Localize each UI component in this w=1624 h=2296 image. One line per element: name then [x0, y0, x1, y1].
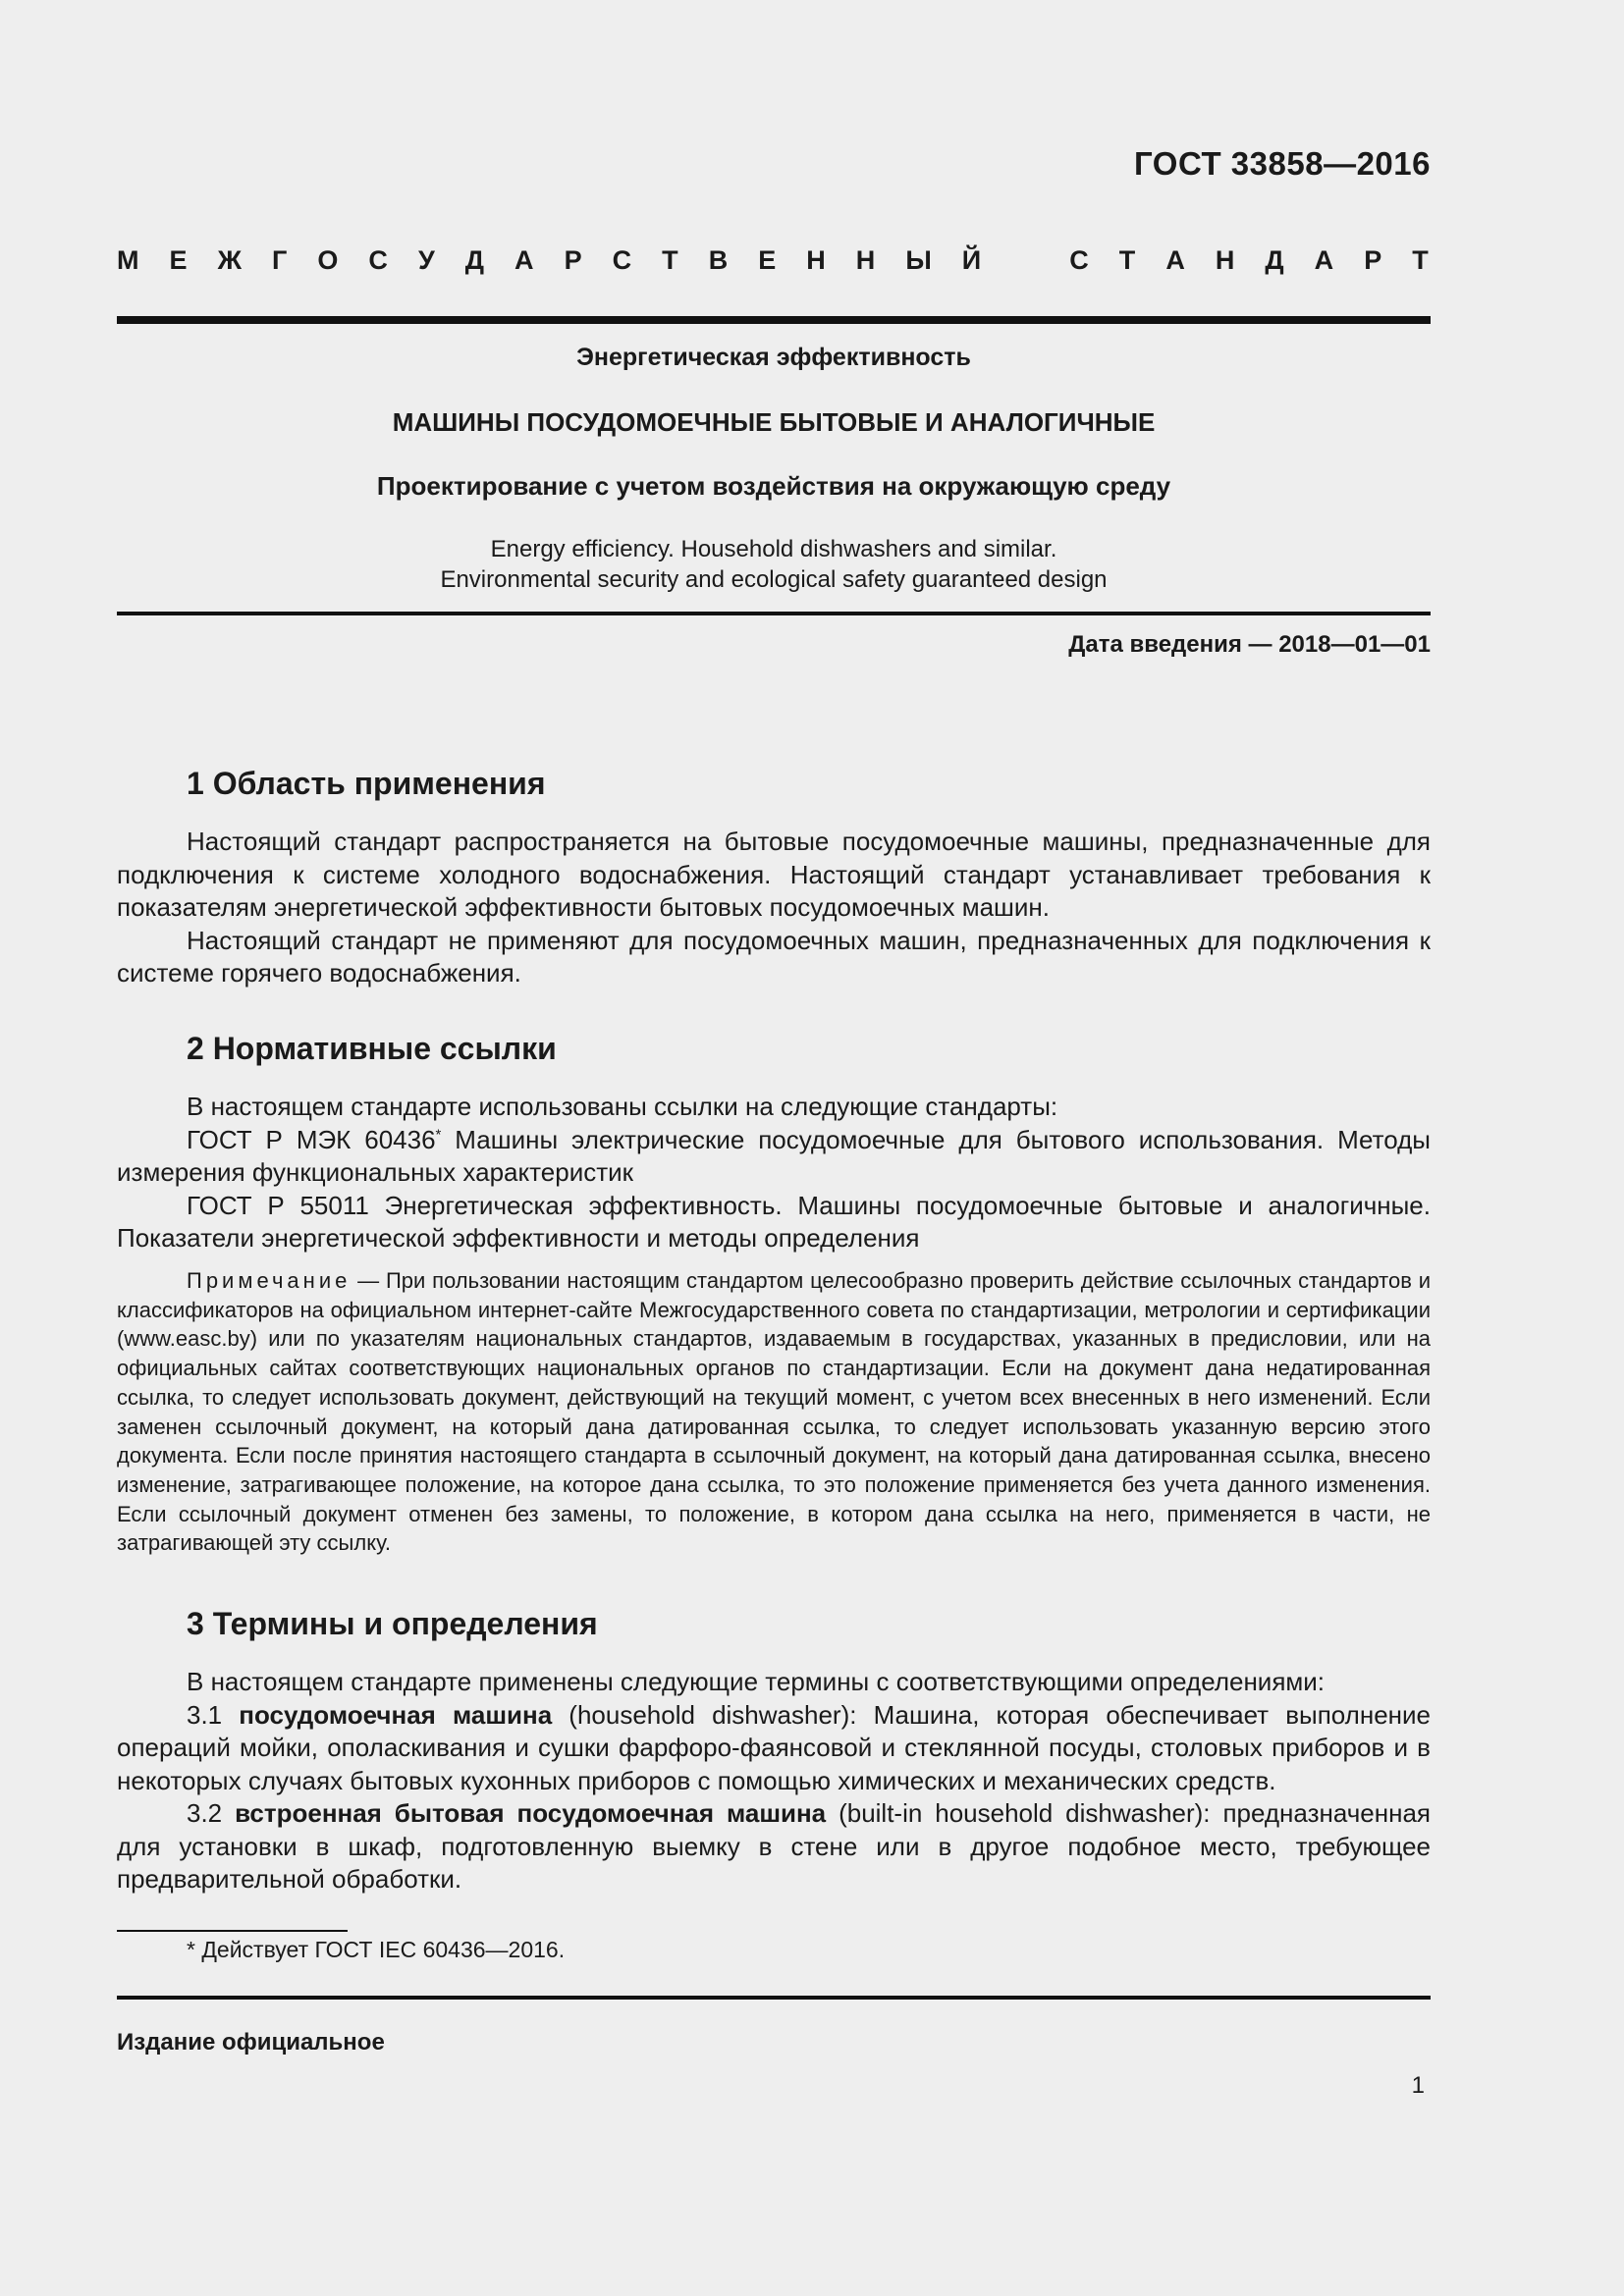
standard-type-letter: Т: [662, 245, 680, 275]
gost-number: ГОСТ 33858—2016: [1134, 145, 1431, 182]
page-number: 1: [1411, 2072, 1425, 2099]
standard-type-letter: Д: [464, 245, 487, 275]
standard-type-letter: А: [1314, 245, 1336, 275]
note-label: Примечание: [187, 1268, 352, 1293]
title-english-line1: Energy efficiency. Household dishwashers and similar.: [490, 536, 1057, 562]
standard-type-letter: О: [317, 245, 341, 275]
section3-body: [117, 1666, 1431, 1896]
standard-type-letter: М: [117, 245, 141, 275]
footnote: * Действует ГОСТ IEC 60436—2016.: [187, 1937, 566, 1962]
title-english: [117, 534, 1431, 595]
reference1-title: Машины электрические посудомоечные для бытового использования. Методы измерения функциональных характеристик: [117, 1124, 1431, 1187]
footnote-divider: [117, 1930, 348, 1932]
standard-type-letter: Р: [1364, 245, 1384, 275]
standard-type-letter: Е: [169, 245, 189, 275]
standard-type-letter: Е: [758, 245, 779, 275]
section1-body: [117, 826, 1431, 990]
title-line-sub: Проектирование с учетом воздействия на окружающую среду: [376, 471, 1171, 501]
official-edition-label: Издание официальное: [117, 2029, 385, 2056]
term1-name: посудомоечная машина: [239, 1699, 553, 1730]
reference-item-1: [117, 1124, 1431, 1190]
section1-paragraph1: Настоящий стандарт распространяется на бытовые посудомоечные машины, предназначенные для подключения к системе холодного водоснабжения. Настоящий стандарт устанавливает требования к показателям энергетической эффективности бытовых посудомоечных машин.: [117, 827, 1431, 922]
section2-heading: 2 Нормативные ссылки: [187, 1031, 557, 1066]
header-rule-bottom: [117, 612, 1431, 615]
standard-type-letter: В: [708, 245, 731, 275]
title-line-main: МАШИНЫ ПОСУДОМОЕЧНЫЕ БЫТОВЫЕ И АНАЛОГИЧНЫЕ: [392, 407, 1156, 437]
standard-type-letter: С: [368, 245, 390, 275]
title-line-energy: Энергетическая эффективность: [576, 344, 971, 371]
standard-type-letter: А: [514, 245, 536, 275]
date-of-introduction: Дата введения — 2018—01—01: [1068, 631, 1431, 658]
note-text: — При пользовании настоящим стандартом целесообразно проверить действие ссылочных стандартов и классификаторов на официальном интернет-сайте Межгосударственного совета по стандартизации, метрологии и сертификации (www.easc.by) или по указателям национальных стандартов, издаваемым в государствах, указанных в предисловии, или на официальных сайтах соответствующих национальных органов по стандартизации. Если на документ дана недатированная ссылка, то следует использовать документ, действующий на текущий момент, с учетом всех внесенных в него изменений. Если заменен ссылочный документ, на который дана датированная ссылка, то следует использовать указанную версию этого документа. Если после принятия настоящего стандарта в ссылочный документ, на который дана датированная ссылка, внесено изменение, затрагивающее положение, на которое дана ссылка, то это положение применяется без учета данного изменения. Если ссылочный документ отменен без замены, то положение, в котором дана ссылка на него, применяется в части, не затрагивающей эту ссылку.: [117, 1268, 1431, 1556]
term2-number: 3.2: [187, 1798, 236, 1828]
section1-heading: 1 Область применения: [187, 766, 546, 801]
term1-definition: (household dishwasher): Машина, которая обеспечивает выполнение операций мойки, ополаскивания и сушки фарфоро-фаянсовой и стеклянной посуды, столовых приборов и в некоторых случаях бытовых кухонных приборов с помощью химических и механических средств.: [117, 1699, 1431, 1795]
reference1-code: ГОСТ Р МЭК 60436: [187, 1124, 436, 1154]
term2-definition: (built-in household dishwasher): предназначенная для установки в шкаф, подготовленную выемку в стене или в другое подобное место, требующее предварительной обработки.: [117, 1798, 1432, 1894]
standard-type-letter: Н: [1215, 245, 1237, 275]
standard-type-letter: Г: [272, 245, 290, 275]
standard-type-letter: Й: [961, 245, 984, 275]
reference-item-2: ГОСТ Р 55011 Энергетическая эффективность. Машины посудомоечные бытовые и аналогичные. Показатели энергетической эффективности и методы определения: [117, 1190, 1431, 1253]
section3-paragraph1: В настоящем стандарте применены следующие термины с соответствующими определениями:: [187, 1667, 1326, 1696]
note-block: [117, 1266, 1431, 1558]
term1-number: 3.1: [187, 1699, 240, 1730]
header-rule-top: [117, 316, 1431, 324]
standard-type-letter: Т: [1412, 245, 1431, 275]
footer-rule: [117, 1996, 1431, 2000]
section3-heading: 3 Термины и определения: [187, 1606, 598, 1641]
standard-type-letter: Р: [564, 245, 584, 275]
title-english-line2: Environmental security and ecological safety guaranteed design: [440, 566, 1108, 593]
word-gap: [1011, 245, 1041, 276]
term-3-2: [117, 1797, 1431, 1896]
standard-type-letter: Т: [1118, 245, 1138, 275]
standard-type-letter: Н: [855, 245, 878, 275]
standard-type-letter: Д: [1265, 245, 1286, 275]
footnote-marker: *: [435, 1125, 442, 1143]
standard-type-letter: Ы: [905, 245, 934, 275]
standard-type-letter: С: [612, 245, 634, 275]
standard-type-letter: Ж: [217, 245, 244, 275]
section2-body: [117, 1091, 1431, 1255]
standard-type-letter: У: [417, 245, 437, 275]
section1-paragraph2: Настоящий стандарт не применяют для посудомоечных машин, предназначенных для подключения к системе горячего водоснабжения.: [117, 925, 1431, 988]
term-3-1: [117, 1699, 1431, 1798]
standard-type-letter: С: [1069, 245, 1091, 275]
standard-type-letter: Н: [806, 245, 828, 275]
section2-paragraph1: В настоящем стандарте использованы ссылки на следующие стандарты:: [187, 1092, 1058, 1121]
standard-type-heading: [117, 245, 1431, 276]
term2-name: встроенная бытовая посудомоечная машина: [235, 1798, 827, 1828]
standard-type-letter: А: [1165, 245, 1187, 275]
